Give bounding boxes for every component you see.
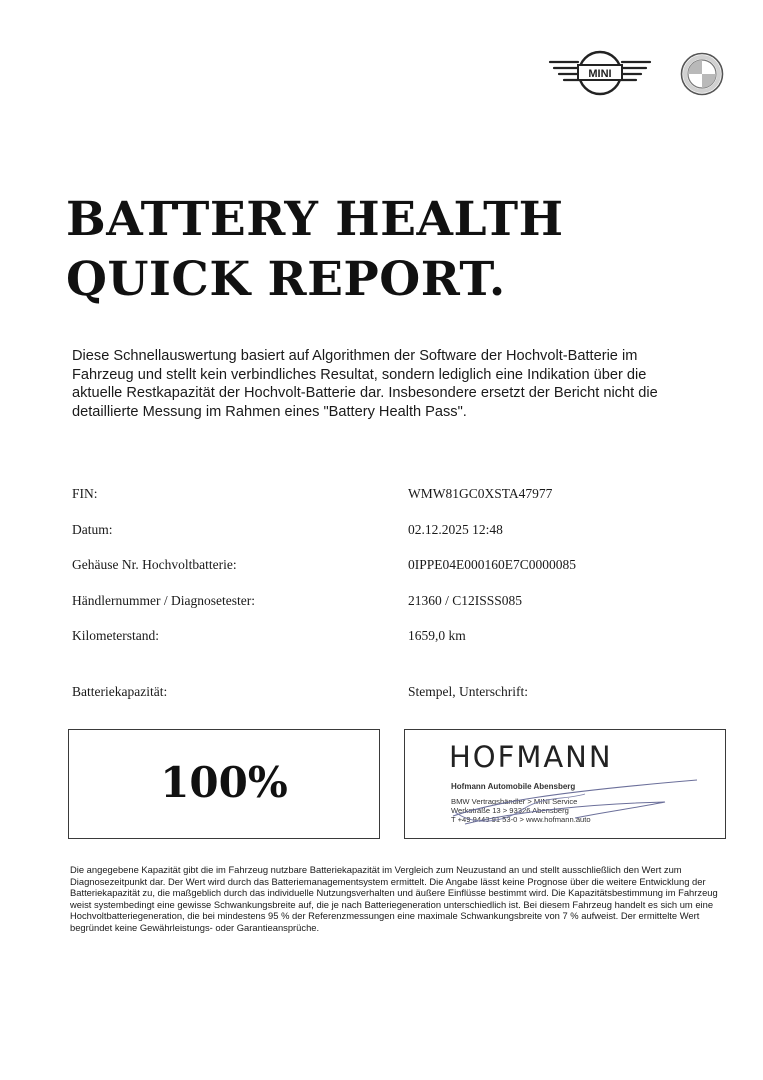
dealer-stamp: [404, 729, 726, 839]
battery-housing-label: Gehäuse Nr. Hochvoltbatterie:: [72, 557, 237, 572]
report-title-line1: BATTERY HEALTH: [66, 192, 564, 247]
brand-logos: [548, 50, 728, 100]
field-row-date: [72, 522, 712, 558]
mini-logo-text: MINI: [588, 68, 612, 80]
field-row-mileage: [72, 628, 712, 664]
mini-logo-icon: [548, 50, 652, 96]
intro-paragraph: Diese Schnellauswertung basiert auf Algorithmen der Software der Hochvolt-Batterie im Fahrzeug und stellt kein verbindliches Resultat, sondern lediglich eine Indikation über die aktuelle Restkapazität der Hochvolt-Batterie dar. Insbesondere ersetzt der Bericht nicht die detaillierte Messung im Rahmen eines "Battery Health Pass".: [72, 348, 658, 420]
stamp-line-2: Werkstraße 13 > 93326 Abensberg: [451, 806, 569, 815]
stamp-line-1: BMW Vertragshändler > MINI Service: [451, 797, 578, 806]
dealer-value: 21360 / C12ISSS085: [408, 592, 523, 608]
disclaimer-paragraph: Die angegebene Kapazität gibt die im Fahrzeug nutzbare Batteriekapazität im Vergleich zum Neuzustand an und stellt ausschließlich den Wert zum Diagnosezeitpunkt dar. Der Wert wird durch das Batteriemanagementsystem ermittelt. Die Angabe lässt keine Prognose über die weitere Entwicklung der Batteriekapazität zu, die maßgeblich durch das individuelle Nutzungsverhalten und äußere Einflüsse bestimmt wird. Die Kapazitätsbestimmung im Fahrzeug weist systembedingt eine gewisse Schwankungsbreite auf, die je nach Batteriegeneration unterschiedlich ist. Bei diesem Fahrzeug handelt es sich um eine Hochvoltbatteriegeneration, die bei mindestens 95 % der Referenzmessungen eine maximale Schwankungsbreite von 7 % aufweist. Der ermittelte Wert begründet keine Gewährleistungs- oder Garantieansprüche.: [70, 864, 718, 933]
fin-value: WMW81GC0XSTA47977: [408, 486, 553, 501]
report-title: [66, 190, 706, 310]
stamp-line-3: T +49 9443 91 53-0 > www.hofmann.auto: [451, 815, 591, 824]
stamp-brand: HOFMANN: [449, 740, 613, 774]
field-row-fin: [72, 486, 712, 522]
bmw-roundel-icon: [680, 52, 724, 96]
stamp-label: Stempel, Unterschrift:: [408, 684, 528, 699]
mileage-label: Kilometerstand:: [72, 628, 159, 643]
capacity-label: Batteriekapazität:: [72, 684, 168, 699]
signature-icon: [435, 772, 705, 832]
vehicle-info-fields: [72, 486, 712, 664]
capacity-box: [68, 729, 380, 839]
stamp-company: Hofmann Automobile Abensberg: [451, 782, 576, 791]
field-row-dealer: [72, 593, 712, 629]
fin-label: FIN:: [72, 486, 98, 501]
dealer-label: Händlernummer / Diagnosetester:: [72, 592, 255, 608]
date-value: 02.12.2025 12:48: [408, 521, 503, 537]
date-label: Datum:: [72, 521, 113, 537]
report-title-line2: QUICK REPORT.: [66, 252, 506, 307]
battery-housing-value: 0IPPE04E000160E7C0000085: [408, 557, 577, 572]
capacity-value: 100%: [160, 758, 288, 807]
mileage-value: 1659,0 km: [408, 628, 466, 643]
field-row-battery-housing: [72, 557, 712, 593]
